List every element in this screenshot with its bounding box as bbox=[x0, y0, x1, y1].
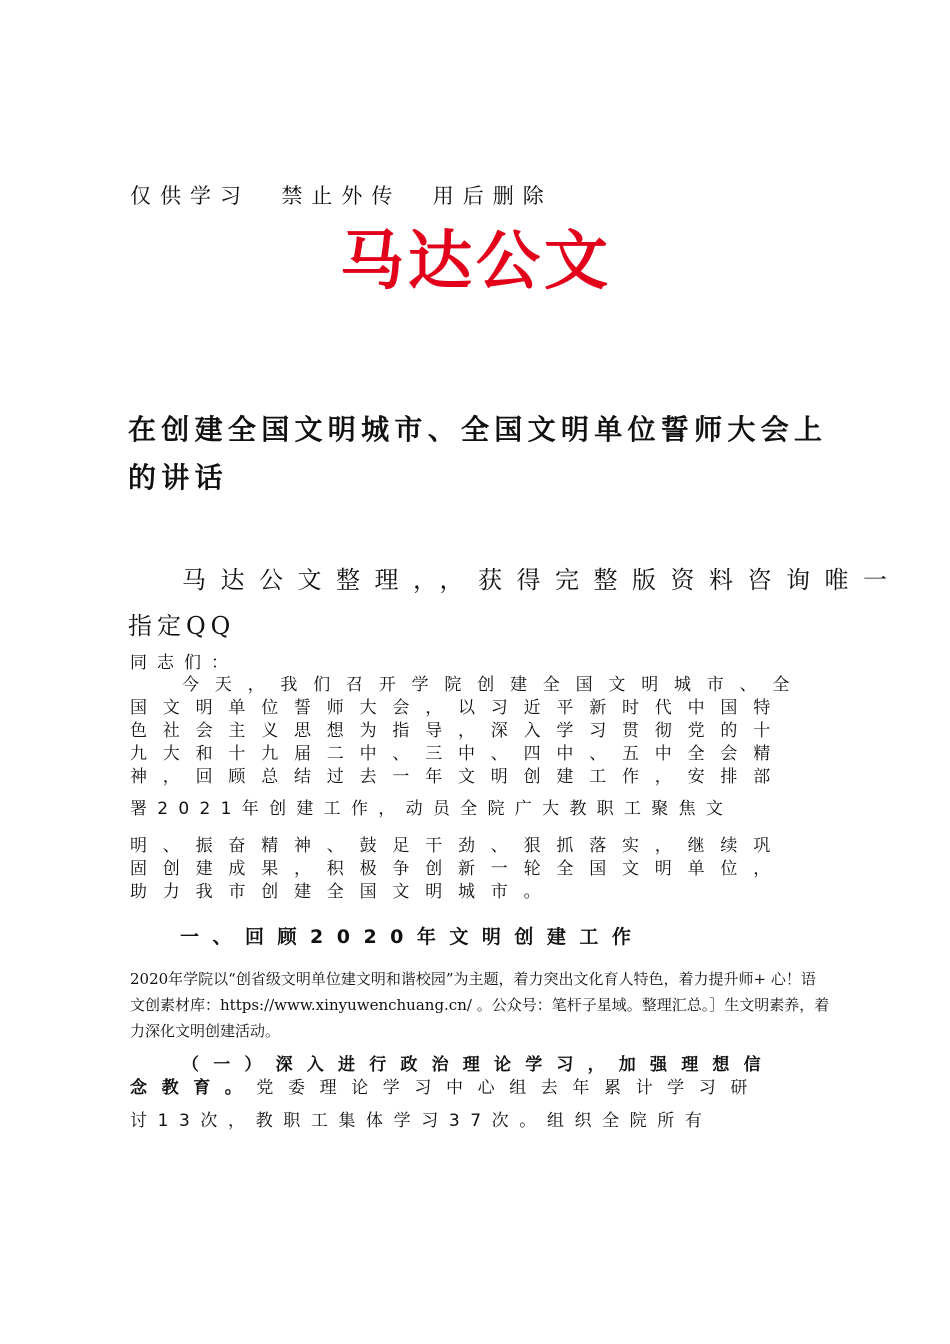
body-line: 明、振奋精神、鼓足干劲、狠抓落实，继续巩 bbox=[130, 836, 786, 856]
body-line: 讨13次，教职工集体学习37次。组织全院所有 bbox=[130, 1111, 713, 1131]
body-line: 署2021年创建工作，动员全院广大教职工聚焦文 bbox=[130, 799, 734, 819]
intro-line-1: 马达公文整理，，获得完整版资料咨询唯一 bbox=[182, 566, 902, 594]
body-line: 九大和十九届二中、三中、四中、五中全会精 bbox=[130, 744, 786, 764]
body-line: 今天，我们召开学院创建全国文明城市、全 bbox=[182, 675, 806, 695]
intro-line-2: 指定QQ bbox=[128, 612, 236, 640]
subsection-heading-cont: 念教育。 bbox=[130, 1078, 257, 1098]
subsection-text: 党委理论学习中心组去年累计学习研 bbox=[256, 1078, 763, 1098]
body-line: 固创建成果，积极争创新一轮全国文明单位， bbox=[130, 859, 786, 879]
body-line: 助力我市创建全国文明城市。 bbox=[130, 882, 557, 902]
document-title: 在创建全国文明城市、全国文明单位誓师大会上的讲话 bbox=[128, 413, 828, 494]
subsection-line bbox=[130, 1073, 762, 1098]
brand-title: 马达公文 bbox=[340, 224, 612, 299]
body-line: 神，回顾总结过去一年文明创建工作，安排部 bbox=[130, 767, 786, 787]
notice-text: 仅供学习 禁止外传 用后删除 bbox=[130, 184, 553, 208]
body-line: 色社会主义思想为指导，深入学习贯彻党的十 bbox=[130, 721, 786, 741]
subsection-heading: （一）深入进行政治理论学习，加强理想信 bbox=[182, 1055, 775, 1075]
greeting: 同志们： bbox=[130, 653, 238, 673]
section-heading: 一、回顾2020年文明创建工作 bbox=[180, 926, 645, 948]
section-paragraph: 2020年学院以“创省级文明单位建文明和谐校园”为主题，着力突出文化育人特色，着力提升师+ 心！语文创素材库：https://www.xinyuwenchuang.cn/ 。公众号：笔杆子星域。整理汇总。］生文明素养，着力深化文明创建活动。 bbox=[130, 970, 830, 1040]
body-line: 国文明单位誓师大会，以习近平新时代中国特 bbox=[130, 698, 786, 718]
